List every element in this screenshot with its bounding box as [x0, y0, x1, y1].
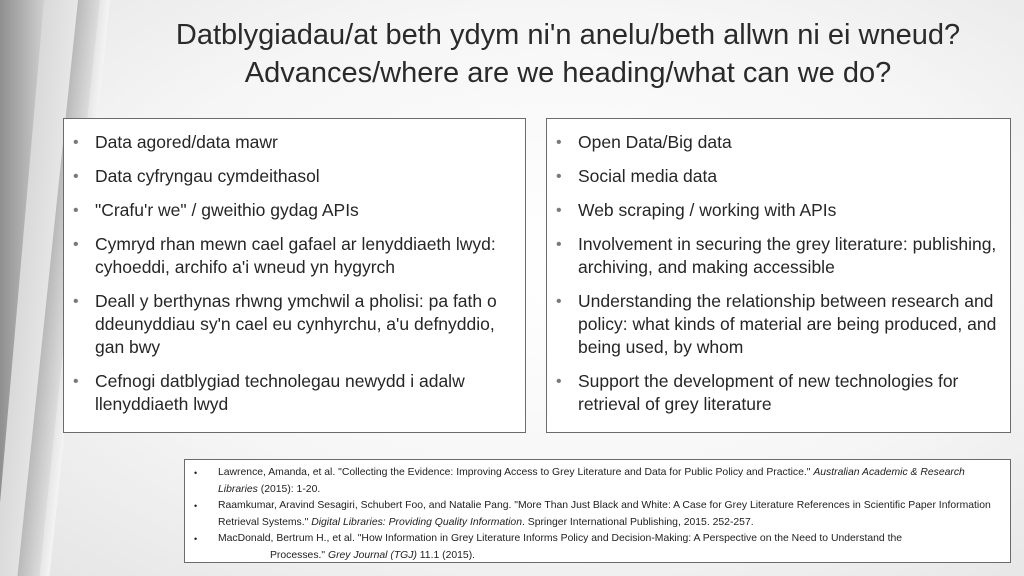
list-item: • Web scraping / working with APIs	[556, 200, 837, 220]
references-box	[184, 459, 1011, 563]
reference-item: • Lawrence, Amanda, et al. "Collecting the Evidence: Improving Access to Grey Literature and Data for Public Policy and Practice." Australian Academic & Research Libraries (2015): 1-20.	[194, 467, 965, 495]
bullet-icon: •	[556, 168, 562, 185]
bullet-icon: •	[194, 534, 198, 544]
english-content-box	[546, 118, 1011, 433]
bullet-icon: •	[73, 236, 79, 253]
bullet-icon: •	[194, 501, 198, 511]
list-item: • Support the development of new technologies for retrieval of grey literature	[556, 371, 959, 414]
bullet-icon: •	[73, 134, 79, 151]
bullet-icon: •	[73, 202, 79, 219]
welsh-content-box	[63, 118, 526, 433]
list-item: • Involvement in securing the grey literature: publishing, archiving, and making accessible	[556, 234, 997, 277]
list-item: • Open Data/Big data	[556, 132, 732, 152]
bullet-icon: •	[73, 168, 79, 185]
bullet-icon: •	[73, 373, 79, 390]
list-item: • Cymryd rhan mewn cael gafael ar lenyddiaeth lwyd: cyhoeddi, archifo a'i wneud yn hygyrch	[73, 234, 496, 277]
list-item: • Deall y berthynas rhwng ymchwil a pholisi: pa fath o ddeunyddiau sy'n cael eu cynhyrchu, a'u defnyddio, gan bwy	[73, 291, 497, 357]
list-item: • Data cyfryngau cymdeithasol	[73, 166, 320, 186]
list-item: • Understanding the relationship between research and policy: what kinds of material are being produced, and being used, by whom	[556, 291, 997, 357]
title-english: Advances/where are we heading/what can we do?	[244, 57, 892, 89]
bullet-icon: •	[556, 293, 562, 310]
reference-item: • Raamkumar, Aravind Sesagiri, Schubert Foo, and Natalie Pang. "More Than Just Black and White: A Case for Grey Literature References in Scientific Paper Information Retrieval Systems." Digital Libraries: Providing Quality Information. Springer International Publishing, 2015. 252-257.	[194, 500, 991, 528]
list-item: • Data agored/data mawr	[73, 132, 278, 152]
list-item: • Cefnogi datblygiad technolegau newydd i adalw llenyddiaeth lwyd	[73, 371, 465, 414]
bullet-icon: •	[556, 373, 562, 390]
bullet-icon: •	[73, 293, 79, 310]
bullet-icon: •	[556, 202, 562, 219]
list-item: • Social media data	[556, 166, 718, 186]
bullet-icon: •	[194, 468, 198, 478]
list-item: • "Crafu'r we" / gweithio gydag APIs	[73, 200, 359, 220]
title-welsh: Datblygiadau/at beth ydym ni'n anelu/beth allwn ni ei wneud?	[175, 19, 961, 51]
bullet-icon: •	[556, 134, 562, 151]
bullet-icon: •	[556, 236, 562, 253]
slide-title	[128, 16, 1008, 92]
reference-item: • MacDonald, Bertrum H., et al. "How Information in Grey Literature Informs Policy and Decision-Making: A Perspective on the Need to Understand the Processes." Grey Journal (TGJ) 11.1 (2015).	[194, 533, 903, 561]
